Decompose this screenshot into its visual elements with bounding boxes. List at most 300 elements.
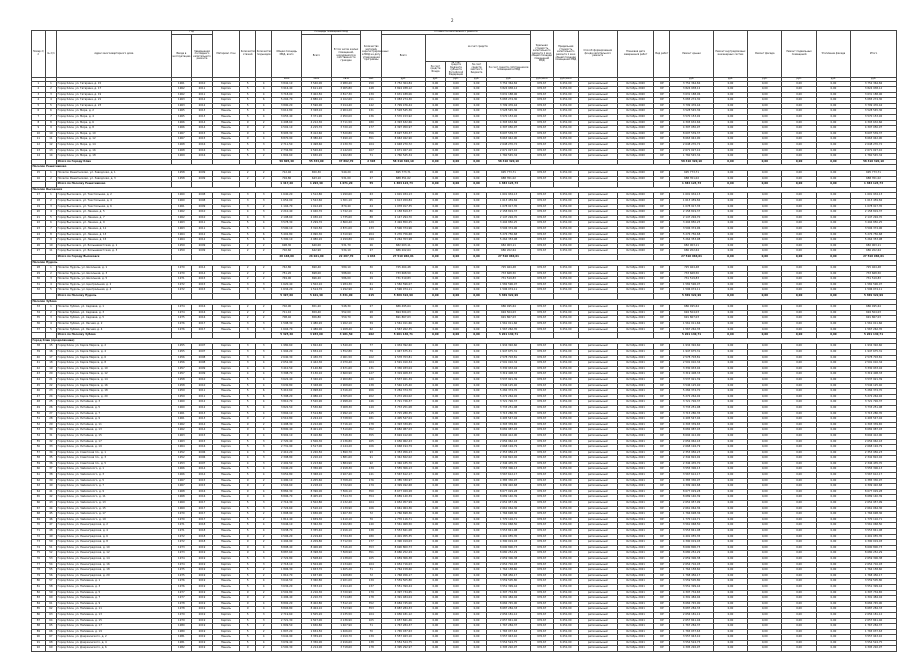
table-cell: 54 [45,562,56,568]
table-cell: 45 [32,383,46,389]
table-cell: 0,00 [713,579,747,585]
table-cell: 1959 [171,389,192,395]
table-cell: 58 [32,456,46,462]
table-cell: 0,00 [748,120,782,126]
table-cell: 0,00 [446,512,467,518]
table-cell: 51 [32,417,46,423]
table-cell: Кирпич [212,556,239,562]
table-cell: 976,67 [530,366,553,372]
table-cell: 3 [256,450,272,456]
table-cell: 3 [240,355,256,361]
address-cell: Город Клин, ул. Чайковского, д. 1 [57,467,171,473]
table-cell: 3 644,50 [272,579,302,585]
table-cell: 8 689 140,39 [487,495,530,501]
table-cell: 13 [45,148,56,154]
table-cell: 694 504,03 [851,310,897,316]
table-cell: Панель [212,282,239,288]
table-cell: 0,00 [466,294,487,300]
table-cell: 17 [45,355,56,361]
table-cell: 0,00 [782,579,816,585]
table-cell: 976,67 [530,109,553,115]
table-cell: 0,00 [782,607,816,613]
table-cell: 0,00 [816,154,850,160]
table-cell: 0,00 [713,417,747,423]
table-cell: 1 601 934,13 [382,193,425,199]
table-cell: 0,00 [816,98,850,104]
table-cell: 0,00 [425,92,446,98]
table-cell: Кирпич [212,568,239,574]
table-cell: 3 555 306,13 [382,467,425,473]
table-cell: 2 142,00 [331,148,361,154]
table-cell: 1 582 596,07 [670,282,713,288]
table-cell: 7 518,30 [331,433,361,439]
table-cell: 1962 [171,210,192,216]
table-cell: 0,00 [446,137,467,143]
table-cell: 3 824 938,12 [670,87,713,93]
table-cell: 0,00 [425,305,446,311]
table-cell: 8 902,10 [272,433,302,439]
table-cell: 0,00 [782,232,816,238]
table-cell: 3 [240,204,256,210]
table-cell: 202 [361,394,382,400]
table-cell: 0,00 [446,478,467,484]
table-cell: 4 502,10 [272,126,302,132]
table-cell: 0,00 [816,383,850,389]
table-cell: 2 [256,271,272,277]
table-cell: 2016 [192,148,213,154]
table-cell: 0,00 [446,450,467,456]
table-cell: 6 451,00 [553,355,578,361]
table-cell: 28 [361,171,382,177]
table-cell: 56 [32,445,46,451]
table-cell: 0,00 [782,316,816,322]
table-cell: 4 385 330,97 [487,478,530,484]
table-cell: 0,00 [748,254,782,260]
address-cell: Город Клин, ул. Чайковского, д. 19 [57,517,171,523]
table-cell: 976,67 [530,372,553,378]
table-cell: 2 640,30 [272,355,302,361]
table-cell: Октябрь 2021 [617,579,654,585]
table-cell: 3 546 125,40 [382,383,425,389]
table-cell: 211 [361,98,382,104]
table-cell: 0,00 [425,411,446,417]
table-cell: 0,00 [782,193,816,199]
table-cell: 4 397 050,97 [382,126,425,132]
address-cell: Город Клин, ул. Чайковского, д. 7 [57,484,171,490]
table-cell: КР [654,596,670,602]
table-cell: Кирпич [212,450,239,456]
table-cell: Октябрь 2021 [617,612,654,618]
table-cell: 2 [256,568,272,574]
table-cell: 4 [240,372,256,378]
table-cell: 8 697 539,37 [487,131,530,137]
table-cell: 2 158 819,37 [382,210,425,216]
address-cell: Город Клин, ул. Гагарина, д. 17 [57,87,171,93]
table-cell: 26 [45,405,56,411]
table-cell: 0,00 [713,506,747,512]
table-cell: 0,00 [782,198,816,204]
table-cell: КР [654,512,670,518]
table-cell: 1 806,30 [272,568,302,574]
table-cell: 0,00 [816,143,850,149]
table-cell: 6 451,00 [553,417,578,423]
table-cell: 8 682 987,03 [670,428,713,434]
table-cell: 0,00 [466,333,487,339]
table-cell: Октябрь 2021 [617,596,654,602]
table-cell: 67 [32,506,46,512]
table-cell: 8 694 412,00 [487,433,530,439]
table-cell: 2 998,20 [331,400,361,406]
table-cell: 0,00 [446,350,467,356]
table-cell: 0,00 [748,350,782,356]
table-cell: 0,00 [782,405,816,411]
table-cell: 9 [240,545,256,551]
table-cell: 0,00 [782,596,816,602]
table-cell: 2013 [192,417,213,423]
table-cell: 6 451,00 [553,612,578,618]
table-cell: 0,00 [425,473,446,479]
table-cell: 62 [32,478,46,484]
table-cell: 8 690 800,73 [382,545,425,551]
table-cell: 0,00 [782,92,816,98]
table-cell: 3 712,50 [331,540,361,546]
table-cell: 3 368,10 [301,473,331,479]
table-cell: 0,00 [748,568,782,574]
table-cell: 84 [32,601,46,607]
table-cell: 3 733 251,08 [382,405,425,411]
table-cell: 2 [256,417,272,423]
table-cell: 0,00 [466,271,487,277]
table-cell: 4 [256,400,272,406]
table-cell: 5 [240,624,256,630]
table-cell: Панель [212,478,239,484]
table-cell: 0,00 [748,143,782,149]
table-cell: 8 412,60 [301,131,331,137]
table-cell: 2 442,30 [301,361,331,367]
table-cell: 37 [32,327,46,333]
table-cell: 1 601 934,13 [670,193,713,199]
table-cell: 0,00 [748,422,782,428]
table-cell: 0,00 [782,495,816,501]
table-cell: 0,00 [782,210,816,216]
table-cell: 0,00 [466,556,487,562]
table-cell: 2 734,80 [272,148,302,154]
table-cell: 0,00 [713,182,747,188]
table-cell: 4 986,10 [301,394,331,400]
table-cell: 51 [45,545,56,551]
table-cell: 2019 [192,545,213,551]
table-cell: 0,00 [446,383,467,389]
table-cell: 2009 [192,372,213,378]
table-cell: 5 272 264,02 [670,394,713,400]
table-cell: 4 496,40 [272,596,302,602]
table-cell: 2 [256,266,272,272]
table-cell: 0,00 [425,243,446,249]
table-cell: 2019 [192,629,213,635]
table-cell: 976,67 [530,171,553,177]
table-cell: 8 663 942,90 [851,137,897,143]
table-cell: 2 648 270,72 [851,143,897,149]
table-cell: 2014 [192,428,213,434]
table-cell: 0,00 [782,551,816,557]
table-cell: региональный [578,495,617,501]
table-cell: 0,00 [425,282,446,288]
table-cell: 731 519,83 [851,277,897,283]
table-cell: 20 [45,372,56,378]
table-cell: 0,00 [446,467,467,473]
table-cell: 1963 [171,226,192,232]
table-cell: 3 561 068,50 [851,523,897,529]
table-cell: 976,67 [530,512,553,518]
table-cell: 48 [32,400,46,406]
table-cell: региональный [578,629,617,635]
table-cell: 1 634,20 [272,288,302,294]
table-cell: 1967 [171,131,192,137]
table-cell: 0,00 [748,92,782,98]
table-cell: 2 [256,512,272,518]
table-cell: 6 451,00 [553,529,578,535]
table-cell: 2014 [192,126,213,132]
table-cell: 9 [45,238,56,244]
table-cell: 2 916,10 [331,529,361,535]
table-cell: 11 [45,137,56,143]
table-cell: 0,00 [816,534,850,540]
table-cell: 0,00 [748,635,782,641]
table-cell: 2 147 294,70 [670,215,713,221]
table-cell: КР [654,81,670,87]
table-cell: 0,00 [782,288,816,294]
table-cell: 0,00 [748,646,782,652]
table-cell: 24 [45,394,56,400]
table-cell: 3 328,10 [301,109,331,115]
table-cell: 0,00 [466,596,487,602]
table-cell: 4 [256,355,272,361]
table-cell: 29 [361,277,382,283]
table-cell: 3 553 841,08 [382,529,425,535]
table-cell: 0,00 [446,635,467,641]
table-cell: 1 947 675,31 [670,350,713,356]
col-header: № п/п [45,31,56,78]
table-cell: 0,00 [748,584,782,590]
table-cell: 588,60 [331,271,361,277]
table-cell: КР [654,361,670,367]
address-cell: Итого по Поселку Нудоль [57,294,171,300]
table-cell: 5 201 140,71 [851,333,897,339]
table-cell: 6 451,00 [553,305,578,311]
table-cell: 0,00 [782,461,816,467]
col-header: Ввода в эксплуатацию [171,34,192,77]
table-cell: 2017 [192,517,213,523]
table-cell: КР [654,568,670,574]
table-body [32,81,897,652]
table-cell: 3 561 068,50 [670,523,713,529]
table-cell: 0,00 [713,226,747,232]
table-cell: 4 395 292,97 [851,646,897,652]
table-cell: 686 202,64 [487,249,530,255]
table-cell: 976,67 [530,596,553,602]
table-cell: 3 570 153,92 [851,115,897,121]
table-cell: 5 [240,506,256,512]
table-cell: Панель [212,428,239,434]
table-cell: 4 [256,115,272,121]
address-cell: Город Высоковск, ул. Ленина, д. 7 [57,215,171,221]
table-cell: 6 451,00 [553,131,578,137]
table-cell: 199 [361,238,382,244]
table-cell: 206 [361,389,382,395]
table-cell: 0,00 [425,579,446,585]
table-cell: 3 014,40 [331,103,361,109]
section-title: Поселок Нудоль [32,260,897,266]
table-cell: 8 687 284,33 [382,607,425,613]
table-cell: 976,67 [530,640,553,646]
table-cell: 146 [361,400,382,406]
table-cell: 3 557 943,10 [487,635,530,641]
table-cell: 1975 [171,573,192,579]
table-cell: Панель [212,529,239,535]
table-cell: 3 551 399,44 [851,584,897,590]
table-cell: 3 804,10 [272,411,302,417]
table-cell: 3 752 364,84 [670,81,713,87]
table-cell: 5 325,40 [272,333,302,339]
table-cell: 4 [256,523,272,529]
table-cell: 5 276 756,68 [670,232,713,238]
address-cell: Город Высоковск, ул. Ленина, д. 13 [57,232,171,238]
table-cell: 2015 [192,433,213,439]
table-cell: 0,00 [816,221,850,227]
table-cell: 0,00 [713,467,747,473]
table-cell: 0,00 [713,590,747,596]
table-cell: 5 201 140,71 [487,333,530,339]
table-cell: 0,00 [782,629,816,635]
table-cell: региональный [578,618,617,624]
table-cell: 0,00 [816,305,850,311]
table-cell: 3 330 933,04 [670,366,713,372]
table-cell: 0,00 [782,456,816,462]
table-cell: 731 519,83 [670,277,713,283]
table-cell: Панель [212,226,239,232]
table-cell: 49 [32,405,46,411]
table-cell: 4 401 055,35 [851,534,897,540]
table-cell: 58 410 320,10 [670,159,713,165]
table-cell: 1972 [171,534,192,540]
table-cell: 0,00 [748,618,782,624]
table-cell: 976,67 [530,433,553,439]
table-cell: 0,00 [425,556,446,562]
table-cell: 1 567 262,35 [487,327,530,333]
table-cell: 2 591 010,34 [851,361,897,367]
table-cell: 6 451,00 [553,154,578,160]
table-cell: региональный [578,556,617,562]
table-cell: 2 652 957,99 [851,501,897,507]
table-cell: 355 [361,433,382,439]
table-cell: 2 342 822,02 [487,456,530,462]
table-cell: 2 [240,266,256,272]
table-cell: 89 [32,629,46,635]
table-cell: 2 652 957,99 [487,501,530,507]
table-cell: 1974 [171,556,192,562]
table-cell: 4 209,80 [301,540,331,546]
table-cell: 1 601 934,13 [851,193,897,199]
table-cell: 0,00 [425,120,446,126]
table-cell: Октябрь 2021 [617,266,654,272]
table-cell: 5 284 374,70 [382,389,425,395]
table-cell: 2 914,40 [331,584,361,590]
table-cell: 4 [256,221,272,227]
table-cell: 0,00 [816,115,850,121]
table-cell: 3 537 921,39 [670,377,713,383]
table-cell: 8 687 284,33 [851,607,897,613]
table-cell: 976,67 [530,243,553,249]
table-cell: 0,00 [713,450,747,456]
table-cell: 4 [256,635,272,641]
table-cell: 0,00 [425,405,446,411]
table-cell: 0,00 [446,473,467,479]
table-cell: 8 694 412,00 [670,433,713,439]
table-cell: 8 405,20 [301,495,331,501]
table-cell: Октябрь 2021 [617,629,654,635]
table-cell: Панель [212,377,239,383]
address-cell: Город Клин, ул. Литейная, д. 9 [57,417,171,423]
table-cell: 3 622,40 [272,377,302,383]
table-cell: 53 [45,556,56,562]
table-cell: 976,67 [530,646,553,652]
table-cell: 0,00 [466,327,487,333]
table-cell: 2009 [192,249,213,255]
table-cell: региональный [578,562,617,568]
table-cell: 7 490,10 [331,137,361,143]
table-cell: 6 451,00 [553,450,578,456]
table-cell: Панель [212,232,239,238]
table-cell: 0,00 [466,495,487,501]
table-cell: 2 346 435,70 [487,461,530,467]
table-cell: 5 284 374,70 [487,389,530,395]
table-cell: 104 [361,361,382,367]
table-cell: 2 648 270,72 [382,143,425,149]
table-cell: 3 [256,556,272,562]
table-cell: региональный [578,624,617,630]
table-cell: 140 [361,377,382,383]
table-cell: 1 514,70 [301,288,331,294]
table-cell: КР [654,350,670,356]
table-cell: 28 [361,310,382,316]
table-cell: 1 947 675,31 [382,350,425,356]
table-cell: 4 [256,366,272,372]
table-cell: 0,00 [446,271,467,277]
table-cell: 3 752 364,84 [382,81,425,87]
table-cell: 0,00 [748,579,782,585]
table-cell: 0,00 [816,372,850,378]
table-cell: Панель [212,115,239,121]
table-cell: 16 [32,176,46,182]
table-cell: 0,00 [466,607,487,613]
table-cell: 3 528 545,36 [487,109,530,115]
table-cell: Панель [212,417,239,423]
table-cell: 3 639,40 [272,640,302,646]
table-cell: 2011 [192,389,213,395]
table-cell: 30 [45,428,56,434]
table-cell: Кирпич [212,310,239,316]
table-cell: 8 689 140,39 [851,495,897,501]
table-cell: Октябрь 2021 [617,624,654,630]
table-cell: Кирпич [212,512,239,518]
table-cell: 0,00 [425,501,446,507]
address-cell: Город Высоковск, ул. Текстильная, д. 6 [57,204,171,210]
table-cell: КР [654,137,670,143]
table-cell: КР [654,478,670,484]
table-cell: 3 557 943,10 [382,635,425,641]
table-cell: 0,00 [782,355,816,361]
table-cell: 4 405 547,04 [670,417,713,423]
